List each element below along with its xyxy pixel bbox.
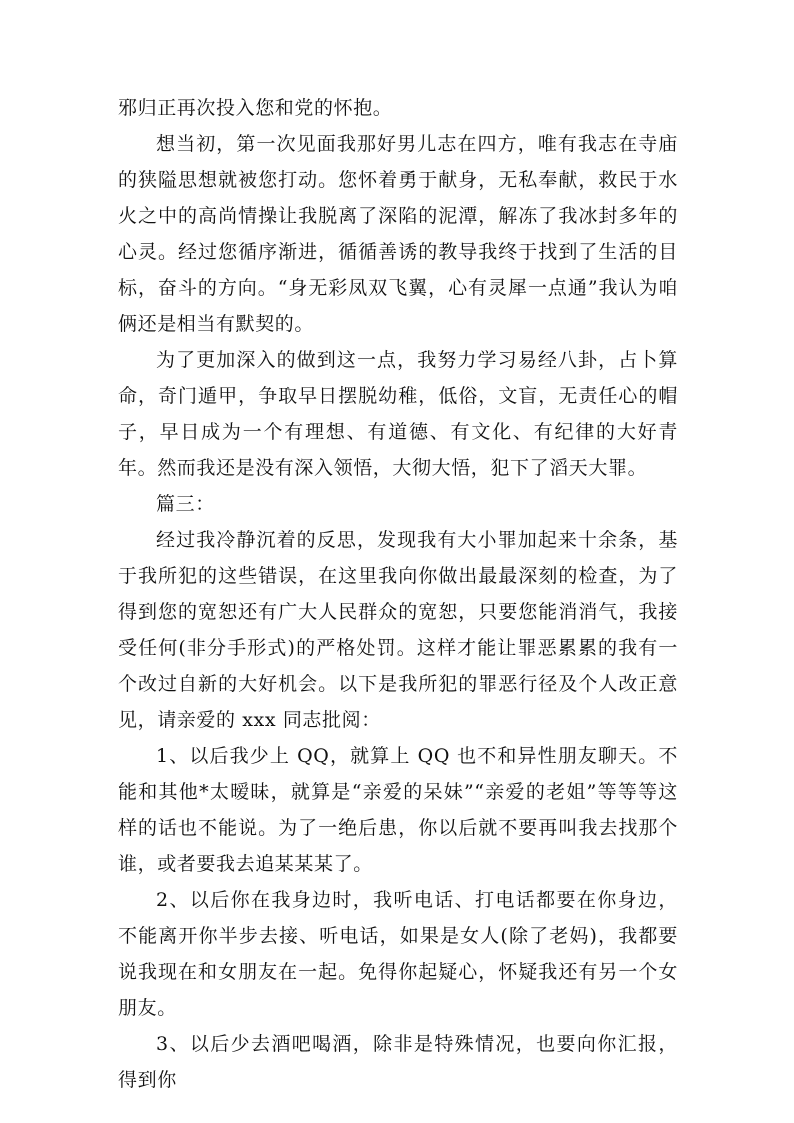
list-item-1: 1、以后我少上 QQ，就算上 QQ 也不和异性朋友聊天。不能和其他*太暧昧，就算是“亲爱的呆妹”“亲爱的老姐”等等等这样的话也不能说。为了一绝后患，你以后就不要再叫我去找那个谁，或者要我去追某某某了。 [118, 745, 678, 875]
paragraph-study: 为了更加深入的做到这一点，我努力学习易经八卦，占卜算命，奇门遁甲，争取早日摆脱幼稚，低俗，文盲，无责任心的帽子，早日成为一个有理想、有道德、有文化、有纪律的大好青年。然而我还是没有深入领悟，大彻大悟，犯下了滔天大罪。 [118, 349, 678, 479]
section-heading: 篇三： [156, 493, 215, 515]
paragraph-reflection: 经过我冷静沉着的反思，发现我有大小罪加起来十余条，基于我所犯的这些错误，在这里我向你做出最最深刻的检查，为了得到您的宽恕还有广大人民群众的宽恕，只要您能消消气，我接受任何(非分手形式)的严格处罚。这样才能让罪恶累累的我有一个改过自新的大好机会。以下是我所犯的罪恶行径及个人改正意见，请亲爱的 xxx 同志批阅： [118, 529, 678, 731]
list-item-2: 2、以后你在我身边时，我听电话、打电话都要在你身边，不能离开你半步去接、听电话，如果是女人(除了老妈)，我都要说我现在和女朋友在一起。免得你起疑心，怀疑我还有另一个女朋友。 [118, 889, 678, 1019]
list-item-3: 3、以后少去酒吧喝酒，除非是特殊情况，也要向你汇报，得到你 [118, 1033, 678, 1091]
paragraph-first-meeting: 想当初，第一次见面我那好男儿志在四方，唯有我志在寺庙的狭隘思想就被您打动。您怀着勇于献身，无私奉献，救民于水火之中的高尚情操让我脱离了深陷的泥潭，解冻了我冰封多年的心灵。经过您循序渐进，循循善诱的教导我终于找到了生活的目标，奋斗的方向。“身无彩凤双飞翼，心有灵犀一点通”我认为咱俩还是相当有默契的。 [118, 133, 678, 335]
document-body [118, 90, 678, 1098]
paragraph-continuation: 邪归正再次投入您和党的怀抱。 [118, 97, 393, 119]
